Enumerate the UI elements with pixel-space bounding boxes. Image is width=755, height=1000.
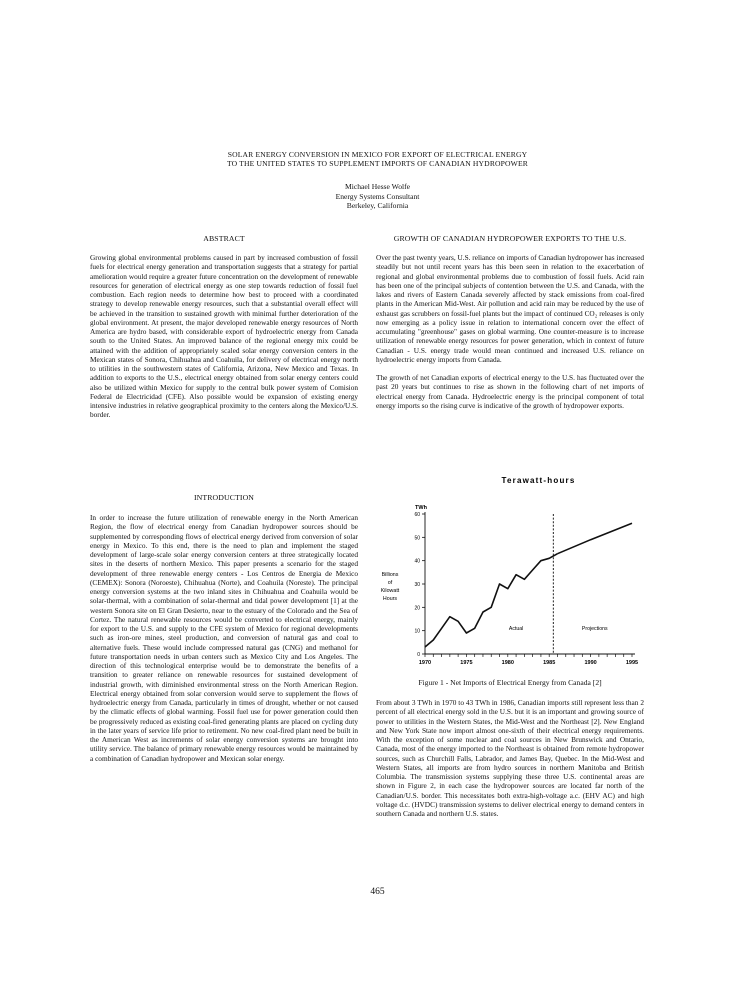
growth-heading: GROWTH OF CANADIAN HYDROPOWER EXPORTS TO THE U.S. <box>393 234 627 243</box>
growth-section <box>376 234 644 410</box>
y-tick-label: 30 <box>414 582 420 588</box>
author-affiliation: Energy Systems Consultant <box>335 191 420 201</box>
x-tick-label: 1985 <box>543 660 556 666</box>
y-axis-label-line: Kilowatt <box>380 588 400 594</box>
page-number: 465 <box>370 887 385 897</box>
y-tick-label: 10 <box>414 628 420 635</box>
growth-continued <box>376 698 644 818</box>
abstract-section <box>90 234 358 420</box>
series-line-actual <box>425 554 558 647</box>
y-axis-label-line: of <box>387 580 393 586</box>
y-axis-label-line: Billions <box>381 572 399 578</box>
x-tick-label: 1980 <box>501 660 514 666</box>
y-tick-label: 20 <box>414 605 420 612</box>
author-block <box>200 182 555 211</box>
y-tick-label: 40 <box>414 558 420 565</box>
author-location: Berkeley, California <box>346 201 409 210</box>
imports-chart-svg <box>370 471 660 671</box>
x-tick-label: 1975 <box>460 660 473 666</box>
region-label-projections: Projections <box>581 626 608 632</box>
abstract-text: Growing global environmental problems caused in part by increased combustion of fossil fuels for electrical energy generation and transportation suggests that a strategy for partial amelioration would require a greater future concentration on the development of renewable resources for generation of electrical energy as one step towards reduction of fossil fuel combustion. Each region needs to determine how best to proceed with a coordinated strategy to develop renewable energy resources, such that a substantial overall effect will be achieved in the transition to sustained growth with minimal further deterioration of the global environment. At present, the major developed renewable energy resources of North America are hydro based, with considerable export of hydroelectric energy from Canada south to the United States. An improved balance of the regional energy mix could be attained with the addition of appropriately scaled solar energy conversion centers in the Mexican states of Sonora, Chihuahua and Coahuila, for delivery of electrical energy north to utilities in the southwestern states of California, Arizona, New Mexico and Texas. In addition to exports to the U.S., electrical energy obtained from solar energy centers could also be utilized within Mexico for supply to the central bulk power system of Comision Federal de Electricidad (CFE). Also possible would be expansion of existing energy intensive industries in relative geographical proximity to the centers along the Mexico/U.S. border. <box>90 253 358 420</box>
abstract-heading: ABSTRACT <box>203 234 245 243</box>
title-line-2: TO THE UNITED STATES TO SUPPLEMENT IMPORTS OF CANADIAN HYDROPOWER <box>227 159 528 168</box>
series-line-projection <box>558 523 633 553</box>
y-axis-label-line: Hours <box>382 596 398 602</box>
paper-title <box>120 150 635 168</box>
chart-title: Terawatt-hours <box>501 476 576 485</box>
figure-1-caption: Figure 1 - Net Imports of Electrical Energy from Canada [2] <box>418 678 602 687</box>
region-label-actual: Actual <box>508 626 524 632</box>
introduction-section <box>90 493 358 763</box>
y-tick-label: 0 <box>417 652 420 658</box>
growth-paragraph-2: The growth of net Canadian exports of electrical energy to the U.S. has fluctuated over the past 20 years but continues to rise as shown in the following chart of net imports of electrical energy from Canada. Hydroelectric energy is the principal component of total energy imports so the rising curve is indicative of the growth of hydropower exports. <box>376 373 644 410</box>
y-tick-label: 50 <box>414 535 420 542</box>
x-tick-label: 1995 <box>625 660 639 666</box>
growth-paragraph-1: Over the past twenty years, U.S. reliance on imports of Canadian hydropower has increased steadily but not until recent years has this been seen in relation to the exacerbation of regional and global environmental problems due to combustion of fossil fuels. Acid rain has been one of the principal subjects of contention between the U.S. and Canada, with the lakes and rivers of Eastern Canada severely affected by stack emissions from coal-fired plants in the American Mid-West. Air pollution and acid rain may be reduced by the use of exhaust gas scrubbers on fossil-fuel plants but the impact of continued CO₂ releases is only now emerging as a policy issue in relation to international concern over the effect of accumulating "greenhouse" gases on global warming. One counter-measure is to increase utilization of renewable energy resources for power generation, which in context of future Canadian - U.S. energy trade would mean continued and increased U.S. reliance on hydroelectric energy imports from Canada. <box>376 253 644 364</box>
x-tick-label: 1970 <box>418 660 432 666</box>
growth-paragraph-3: From about 3 TWh in 1970 to 43 TWh in 1986, Canadian imports still represent less than 2 percent of all electrical energy sold in the U.S. but it is an important and growing source of power to utilities in the Western States, the Mid-West and the Northeast [2]. New England and New York State now import almost one-sixth of their electrical energy requirements. With the exception of some nuclear and coal sources in New Brunswick and Ontario, Canada, most of the energy imported to the Northeast is obtained from remote hydropower sources, such as Churchill Falls, Labrador, and James Bay, Quebec. In the Mid-West and Western States, all imports are from hydro sources in northern Manitoba and British Columbia. The transmission systems supplying these three U.S. continental areas are shown in Figure 2, in each case the hydropower sources are located far north of the Canadian/U.S. border. This necessitates both extra-high-voltage a.c. (EHV AC) and high voltage d.c. (HVDC) transmission systems to deliver electrical energy to demand centers in southern Canada and northern U.S. states. <box>376 698 644 818</box>
author-name: Michael Hesse Wolfe <box>344 182 411 191</box>
imports-chart <box>370 471 660 671</box>
y-tick-label: 60 <box>414 512 420 518</box>
title-line-1: SOLAR ENERGY CONVERSION IN MEXICO FOR EXPORT OF ELECTRICAL ENERGY <box>227 150 528 159</box>
introduction-text: In order to increase the future utilization of renewable energy in the North American Region, the flow of electrical energy from Canadian hydropower sources should be supplemented by corresponding flows of electrical energy derived from conversion of solar energy in Mexico. To this end, there is the need to plan and implement the staged development of large-scale solar energy conversion centers at three strategically located sites in the deserts of northern Mexico. This paper presents a scenario for the staged development of three renewable energy centers - Los Centros de Energia de Mexico (CEMEX): Sonora (Noroeste), Chihuahua (Norte), and Coahuila (Noreste). The principal energy conversion systems at the two inland sites in Chihuahua and Coahuila would be solar-thermal, with a combination of solar-thermal and tidal power development [1] at the western Sonora site on El Gran Desierto, near to the estuary of the Colorado and the Sea of Cortez. The natural renewable resources would be converted to electrical energy, mainly for export to the U.S. and supply to the CFE system of Mexico for regional developments such as iron-ore mines, steel production, and conversion of natural gas and coal to alternative fuels. These would include compressed natural gas (CNG) and methanol for future transportation needs in urban centers such as Mexico City and Los Angeles. The direction of this technological enterprise would be to demonstrate the benefits of a transition to greater reliance on renewable resources for sustained development of industrial growth, with diminished environmental stress on the North American Region. Electrical energy obtained from solar conversion would serve to supplement the flows of hydroelectric energy from Canada, particularly in times of drought, whether or not caused by the climatic effects of global warming. Fossil fuel use for power generation could then be progressively reduced as existing coal-fired generating plants are placed on cycling duty in the later years of service life prior to retirement. No new coal-fired plant need be built in the American West as increments of solar energy conversion systems are brought into utility service. The balance of primary renewable energy resources would be maintained by a combination of Canadian hydropower and Mexican solar energy. <box>90 513 358 763</box>
chart-unit-label: TWh <box>415 505 427 511</box>
x-tick-label: 1990 <box>584 660 597 666</box>
introduction-heading: INTRODUCTION <box>193 493 255 502</box>
